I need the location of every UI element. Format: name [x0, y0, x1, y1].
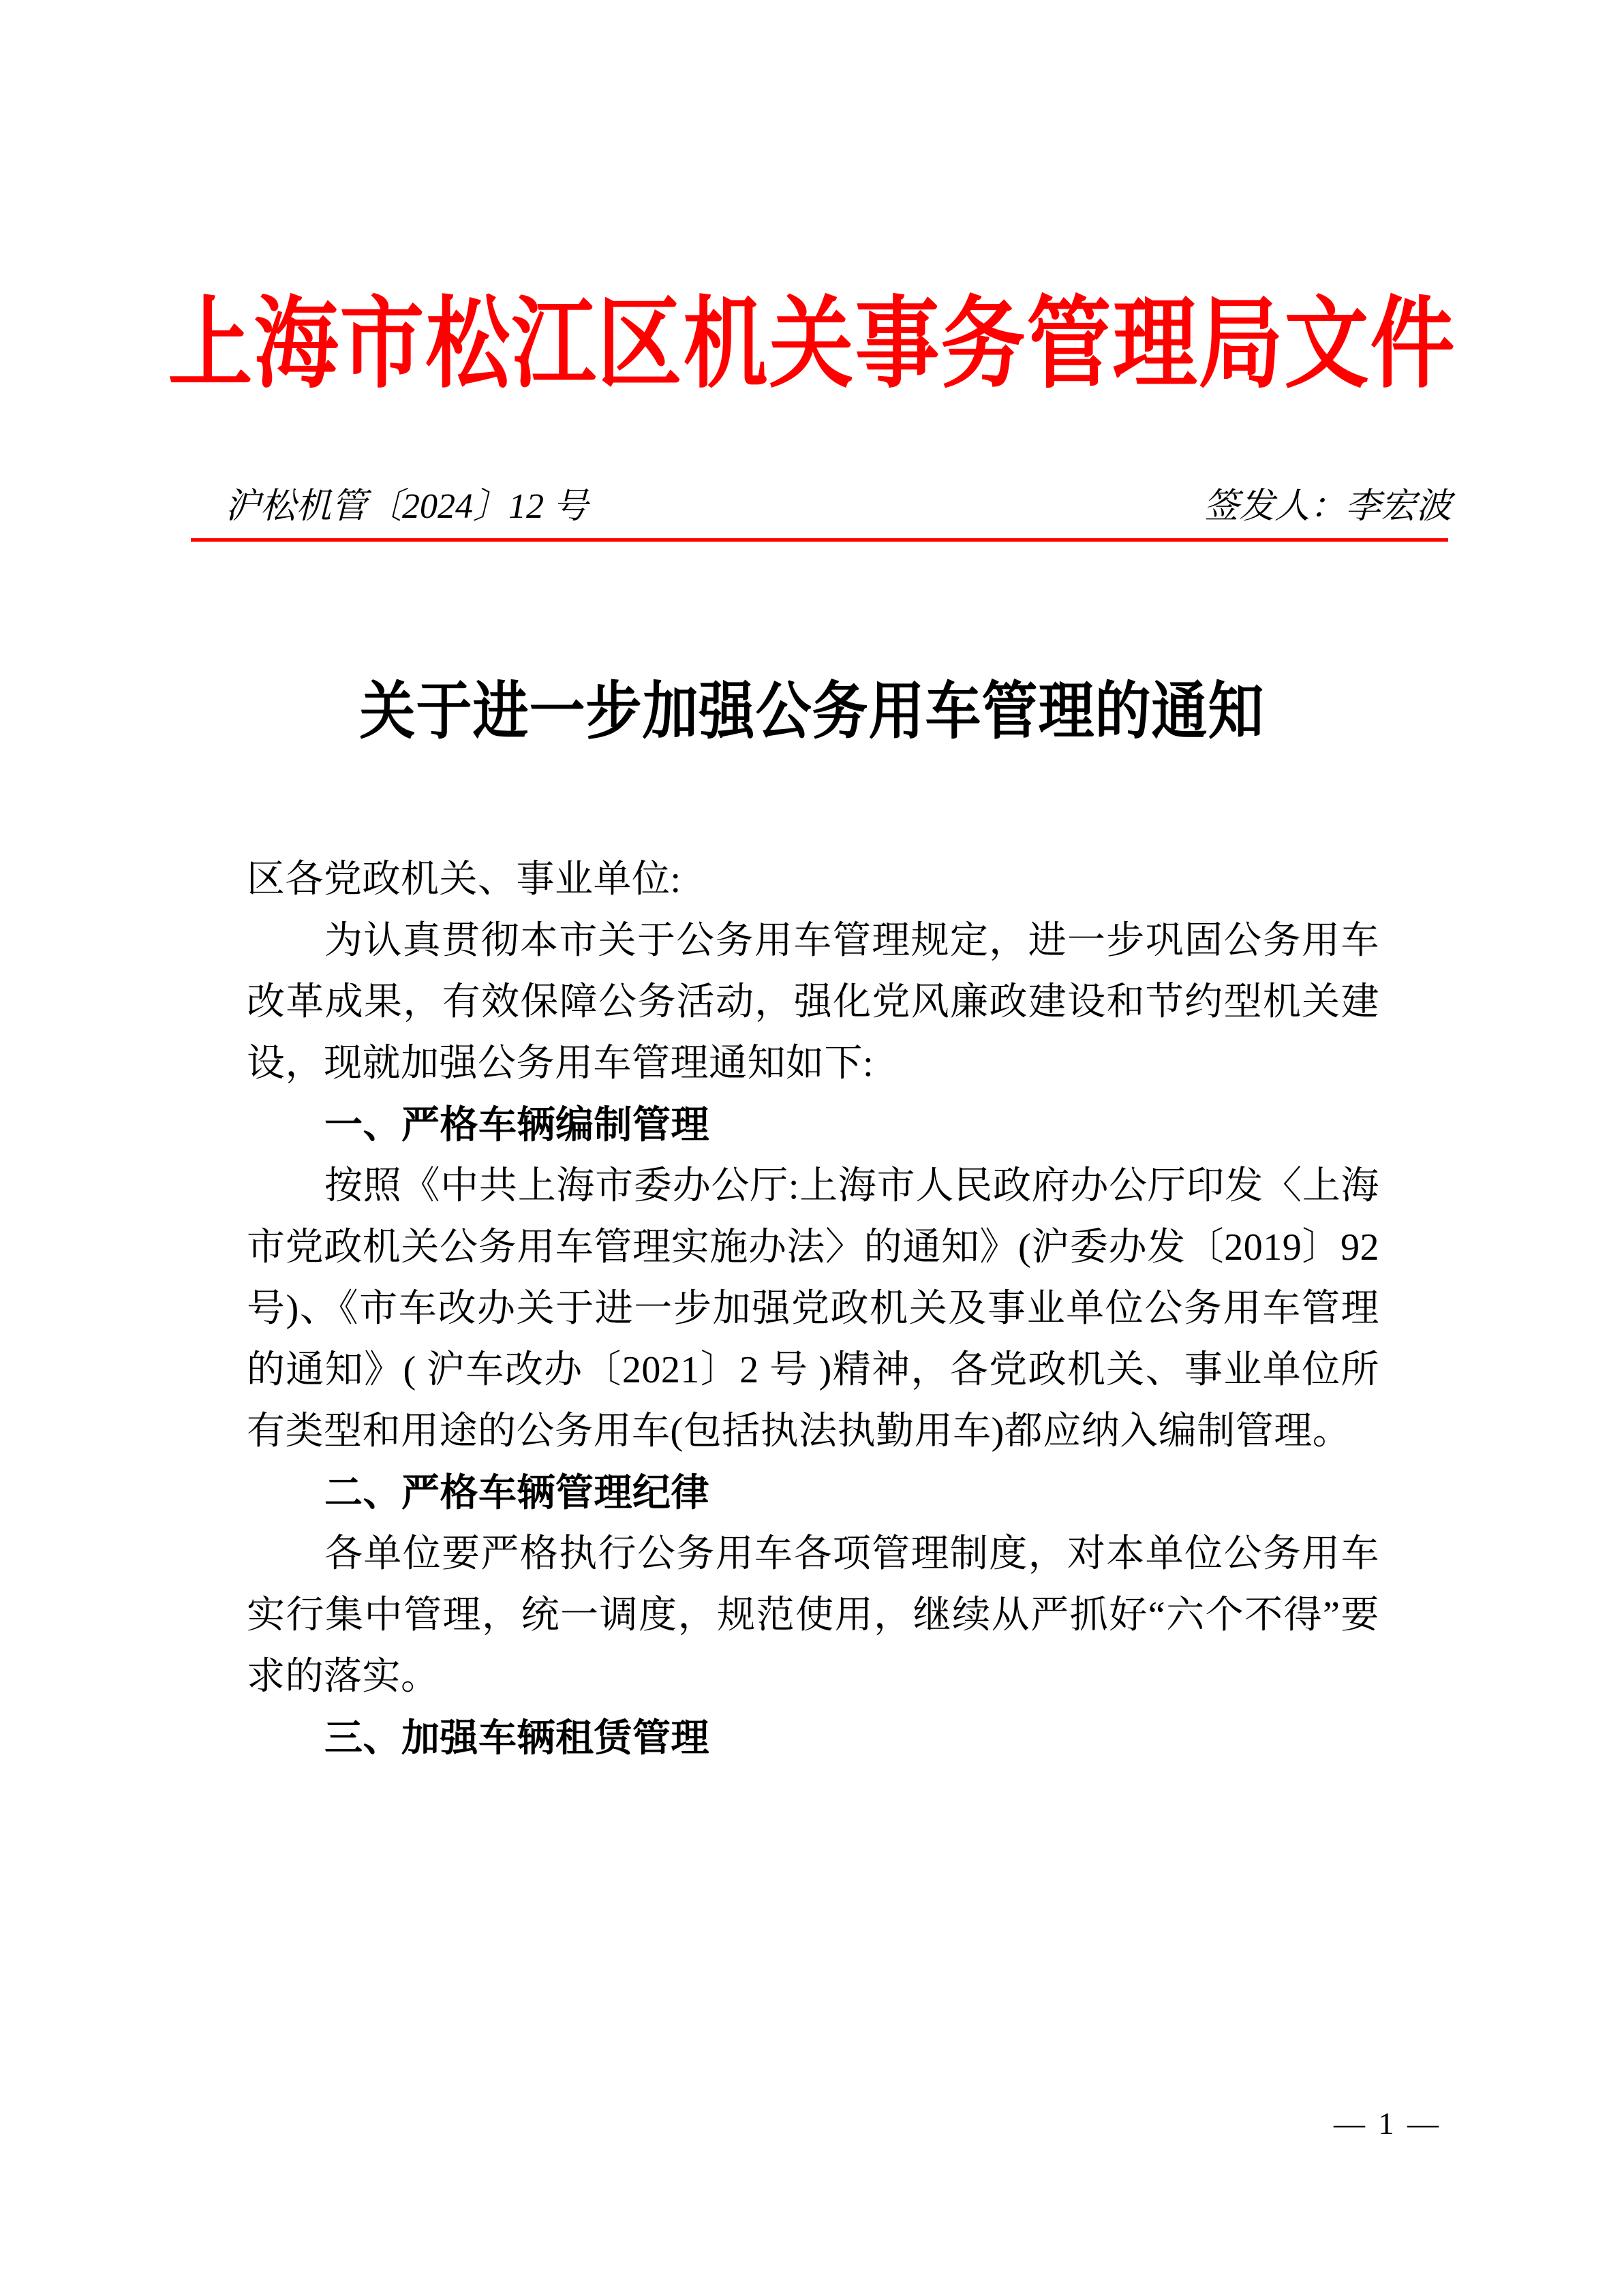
document-body — [247, 849, 1379, 1769]
red-separator-rule — [191, 538, 1448, 542]
salutation: 区各党政机关、事业单位: — [247, 858, 681, 901]
section-heading: 一、严格车辆编制管理 — [324, 1103, 709, 1146]
document-number: 沪松机管〔2024〕12 号 — [225, 487, 589, 526]
body-paragraph: 按照《中共上海市委办公厅:上海市人民政府办公厅印发〈上海市党政机关公务用车管理实施办法〉的通知》(沪委办发〔2019〕92 号)、《市车改办关于进一步加强党政机关及事业单位公务用车管理的通知》( 沪车改办〔2021〕2 号 )精神，各党政机关、事业单位所有类型和用途的公务用车(包括执法执勤用车)都应纳入编制管理。 — [247, 1165, 1380, 1453]
masthead-title: 上海市松江区机关事务管理局文件 — [168, 290, 1456, 400]
footer-page-number: — 1 — — [1334, 2106, 1441, 2141]
page-title: 关于进一步加强公务用车管理的通知 — [359, 677, 1265, 747]
section-heading: 三、加强车辆租赁管理 — [324, 1716, 709, 1759]
signer-name: 签发人：李宏波 — [1203, 487, 1452, 526]
document-number-row — [225, 477, 1452, 531]
paragraph-list — [247, 910, 1379, 1769]
body-paragraph: 各单位要严格执行公务用车各项管理制度，对本单位公务用车实行集中管理，统一调度，规范使用，继续从严抓好“六个不得”要求的落实。 — [247, 1533, 1379, 1698]
section-heading: 二、严格车辆管理纪律 — [324, 1471, 709, 1514]
body-paragraph: 为认真贯彻本市关于公务用车管理规定，进一步巩固公务用车改革成果，有效保障公务活动，强化党风廉政建设和节约型机关建设，现就加强公务用车管理通知如下: — [247, 920, 1379, 1085]
